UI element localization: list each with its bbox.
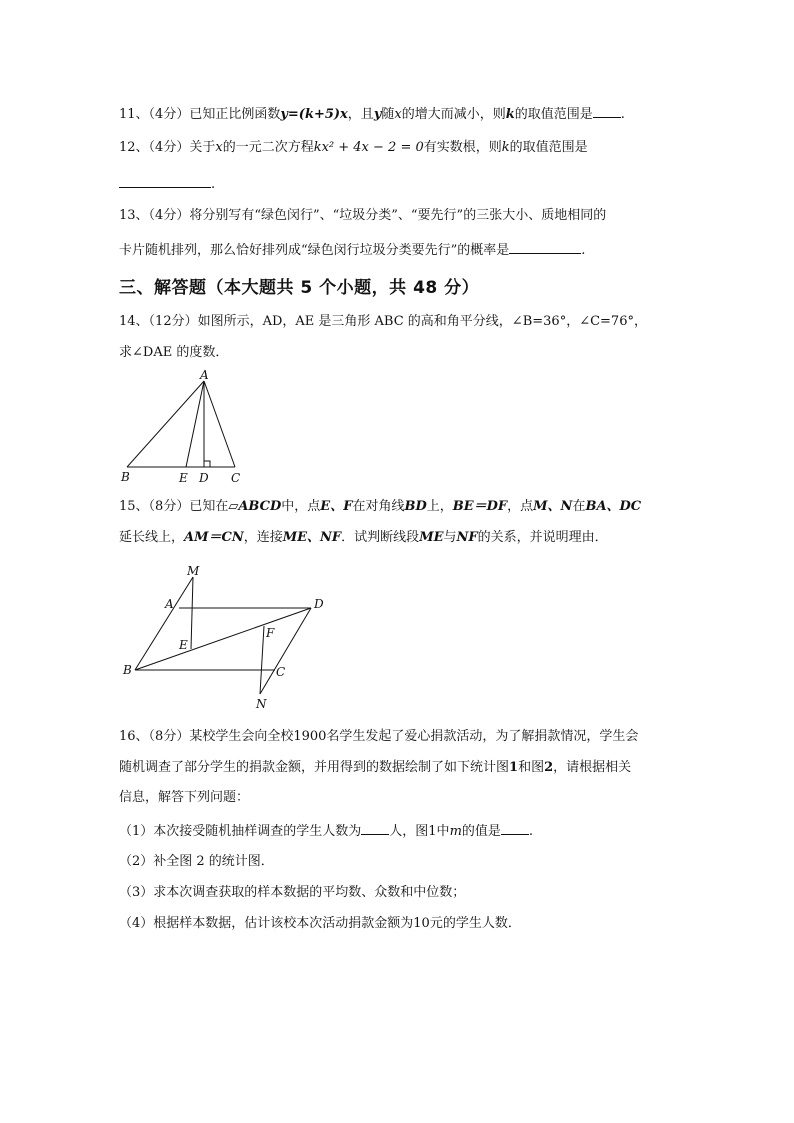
q15-text-10: 与 [443, 530, 457, 545]
q16-p1-end: . [528, 824, 534, 839]
q11-y: y [373, 107, 382, 122]
label-e: E [179, 638, 188, 652]
segment-me [191, 577, 193, 649]
question-12 [119, 140, 588, 156]
q15-me: ME [419, 530, 444, 545]
q15-text-8: ，连接 [243, 530, 283, 545]
label-a: A [165, 597, 174, 611]
q11-x: x [394, 107, 402, 122]
q12-text-2: 的一元二次方程 [222, 140, 314, 155]
right-angle-mark [204, 461, 210, 467]
q16-p1-text-1: （1）本次接受随机抽样调查的学生人数为 [119, 824, 362, 839]
q15-condition-1: BE＝DF [452, 499, 508, 514]
label-e: E [179, 471, 188, 485]
label-m: M [187, 564, 200, 578]
q15-ba-dc: BA、DC [585, 499, 642, 514]
q16-text-5: 信息，解答下列问题： [119, 790, 250, 805]
question-13-line-1 [119, 208, 606, 224]
q15-text-2: 中，点 [281, 499, 321, 514]
q14-number: 14、（12分） [119, 314, 198, 329]
q13-text-1: 将分别写有“绿色闵行”、“垃圾分类”、“要先行”的三张大小、质地相同的 [189, 208, 607, 223]
q16-p2-text: （2）补全图 2 的统计图． [119, 854, 274, 869]
q11-end: . [620, 107, 625, 122]
q11-answer-blank [593, 105, 621, 118]
label-c: C [276, 665, 286, 679]
q16-number: 16、（8分） [119, 729, 190, 744]
q15-bd: BD [404, 499, 427, 514]
label-c: C [231, 471, 241, 485]
q12-text-3: 有实数根，则 [423, 140, 502, 155]
segment-ac [204, 381, 235, 467]
q15-condition-2: AM＝CN [184, 530, 244, 545]
q16-p1-m: m [449, 824, 462, 839]
question-16-part-2 [119, 854, 274, 870]
q11-function: y=(k+5)x [280, 107, 348, 122]
question-16-part-3 [119, 885, 465, 901]
q16-p1-blank-1 [361, 822, 389, 835]
q15-parallelogram: ▱ABCD [228, 499, 282, 514]
segment-dn [260, 608, 311, 694]
section-heading: 三、解答题（本大题共 5 个小题，共 48 分） [119, 278, 480, 298]
q11-text-2: ，且 [347, 107, 374, 122]
q12-text-4: 的取值范围是 [509, 140, 588, 155]
q16-text-1: 某校学生会向全校1900名学生发起了爱心捐款活动，为了解捐款情况，学生会 [189, 729, 639, 744]
q15-text-6: 在 [572, 499, 586, 514]
q11-text-1: 已知正比例函数 [189, 107, 281, 122]
q15-text-7: 延长线上， [119, 530, 185, 545]
question-12-answer-line [119, 175, 215, 193]
q16-p1-blank-2 [501, 822, 529, 835]
label-b: B [121, 470, 130, 484]
q15-text-1: 已知在 [189, 499, 229, 514]
question-13-line-2 [119, 241, 585, 259]
q12-end: . [211, 177, 216, 192]
q16-fig2-num: 2 [544, 760, 554, 775]
diagonal-bd [135, 608, 311, 670]
label-b: B [123, 663, 132, 677]
q15-text-4: 上， [426, 499, 453, 514]
q16-p1-text-2: 人，图1中 [389, 824, 450, 839]
q11-text-5: 的取值范围是 [514, 107, 593, 122]
q16-fig1-num: 1 [509, 760, 519, 775]
question-11 [119, 105, 625, 123]
q16-p1-text-3: 的值是 [461, 824, 501, 839]
label-a: A [200, 368, 209, 382]
q15-text-5: ，点 [507, 499, 534, 514]
q12-x: x [215, 140, 223, 155]
question-16-line-3 [119, 790, 249, 806]
q15-points-mn: M、N [533, 499, 573, 514]
question-16-line-2 [119, 760, 631, 776]
q16-p4-text-1: （4）根据样本数据，估计该校本次活动捐款金额为 [119, 916, 414, 931]
segment-bm [135, 577, 193, 670]
q12-answer-blank [119, 175, 211, 188]
q13-end: . [581, 243, 586, 258]
q11-k: k [505, 107, 515, 122]
q15-text-9: ．试判断线段 [341, 530, 420, 545]
parallelogram-figure [115, 560, 340, 710]
segment-nf [260, 626, 264, 694]
segment-ab [127, 381, 204, 467]
q16-p4-text-2: 元的学生人数． [429, 916, 521, 931]
q13-text-2: 卡片随机排列，那么恰好排列成“绿色闵行垃圾分类要先行”的概率是 [119, 243, 510, 258]
q15-text-3: 在对角线 [352, 499, 405, 514]
q15-number: 15、（8分） [119, 499, 190, 514]
q16-p4-value: 10 [413, 916, 430, 931]
question-15-line-2 [119, 530, 608, 546]
segment-ae [186, 381, 204, 467]
q13-answer-blank [509, 241, 581, 254]
triangle-figure [110, 365, 270, 490]
q14-text-2: 求∠DAE 的度数． [119, 345, 229, 360]
q12-text-1: 关于 [189, 140, 216, 155]
q15-nf: NF [456, 530, 478, 545]
q11-text-4: 的增大而减小，则 [401, 107, 506, 122]
label-d: D [199, 471, 209, 485]
question-15-line-1 [119, 499, 641, 515]
q11-number: 11、（4分） [119, 107, 190, 122]
q15-me-nf: ME、NF [282, 530, 342, 545]
q12-equation: kx² + 4x − 2 = 0 [313, 140, 424, 155]
question-16-line-1 [119, 729, 638, 745]
question-14-line-1 [119, 314, 647, 330]
q11-text-3: 随 [381, 107, 395, 122]
q16-p3-text: （3）求本次调查获取的样本数据的平均数、众数和中位数； [119, 885, 466, 900]
q14-text-1: 如图所示，AD，AE 是三角形 ABC 的高和角平分线，∠B=36°，∠C=76°， [197, 314, 647, 329]
label-n: N [256, 697, 267, 710]
q15-text-11: 的关系，并说明理由． [477, 530, 608, 545]
q12-number: 12、（4分） [119, 140, 190, 155]
q16-text-4: ，请根据相关 [553, 760, 632, 775]
q16-text-2: 随机调查了部分学生的捐款金额，并用得到的数据绘制了如下统计图 [119, 760, 510, 775]
q12-k: k [501, 140, 510, 155]
q15-points-ef: E、F [320, 499, 353, 514]
label-f: F [266, 626, 275, 640]
q13-number: 13、（4分） [119, 208, 190, 223]
q16-text-3: 和图 [518, 760, 545, 775]
label-d: D [314, 597, 324, 611]
question-16-part-4 [119, 916, 521, 932]
question-16-part-1 [119, 822, 533, 840]
question-14-line-2 [119, 345, 228, 361]
